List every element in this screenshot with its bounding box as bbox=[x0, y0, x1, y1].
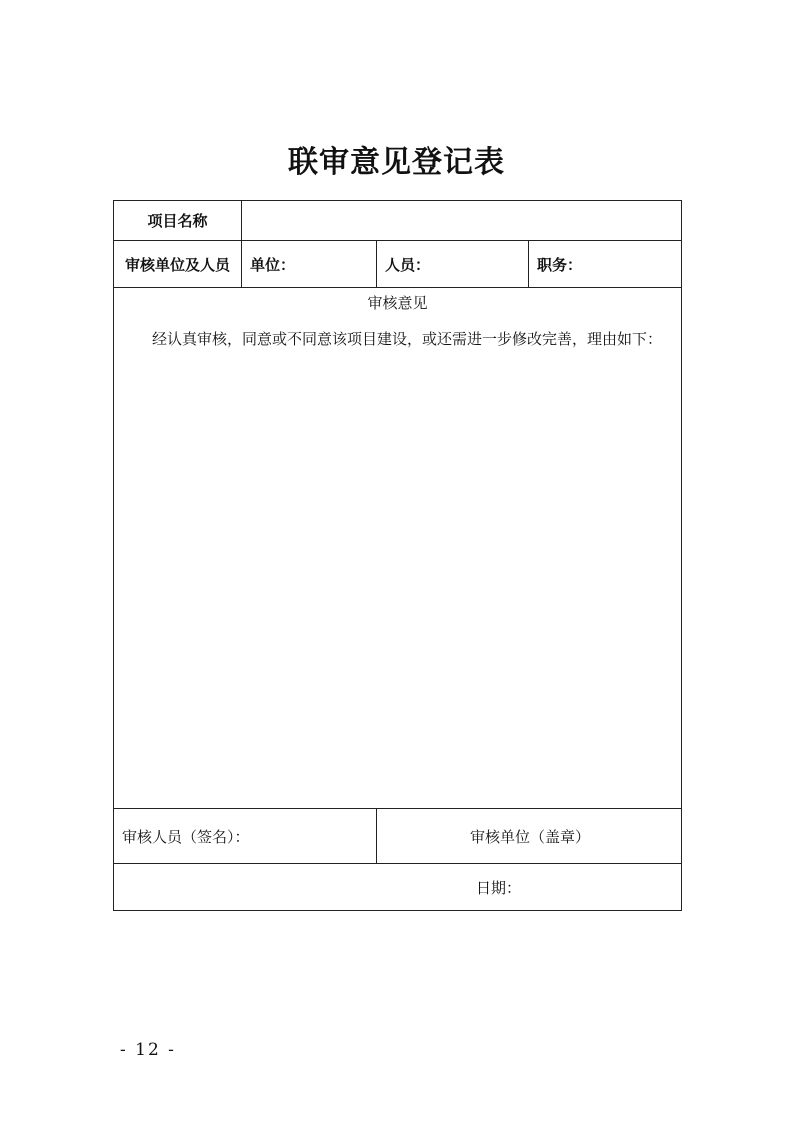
date-label: 日期： bbox=[476, 878, 522, 897]
review-unit-stamp-field[interactable]: 审核单位（盖章） bbox=[469, 827, 590, 846]
project-name-field[interactable] bbox=[242, 201, 683, 240]
review-unit-personnel-row bbox=[114, 241, 681, 288]
project-name-row bbox=[114, 201, 681, 241]
page-number: - 12 - bbox=[120, 1040, 176, 1060]
position-field[interactable]: 职务： bbox=[537, 255, 583, 274]
opinion-section bbox=[114, 288, 681, 809]
opinion-heading: 审核意见 bbox=[367, 294, 428, 312]
project-name-label: 项目名称 bbox=[114, 201, 242, 240]
opinion-input-area[interactable] bbox=[124, 358, 673, 802]
review-unit-personnel-label: 审核单位及人员 bbox=[114, 241, 242, 287]
reviewer-signature-field[interactable]: 审核人员（签名）： bbox=[114, 809, 377, 863]
page-title: 联审意见登记表 bbox=[288, 145, 505, 180]
date-row bbox=[114, 864, 681, 910]
signature-row bbox=[114, 809, 681, 864]
opinion-instruction-text: 经认真审核，同意或不同意该项目建设，或还需进一步修改完善，理由如下： bbox=[152, 330, 663, 348]
review-registration-form bbox=[113, 200, 682, 911]
unit-field[interactable]: 单位： bbox=[242, 241, 377, 287]
personnel-field[interactable]: 人员： bbox=[377, 241, 529, 287]
date-field[interactable] bbox=[114, 864, 681, 910]
